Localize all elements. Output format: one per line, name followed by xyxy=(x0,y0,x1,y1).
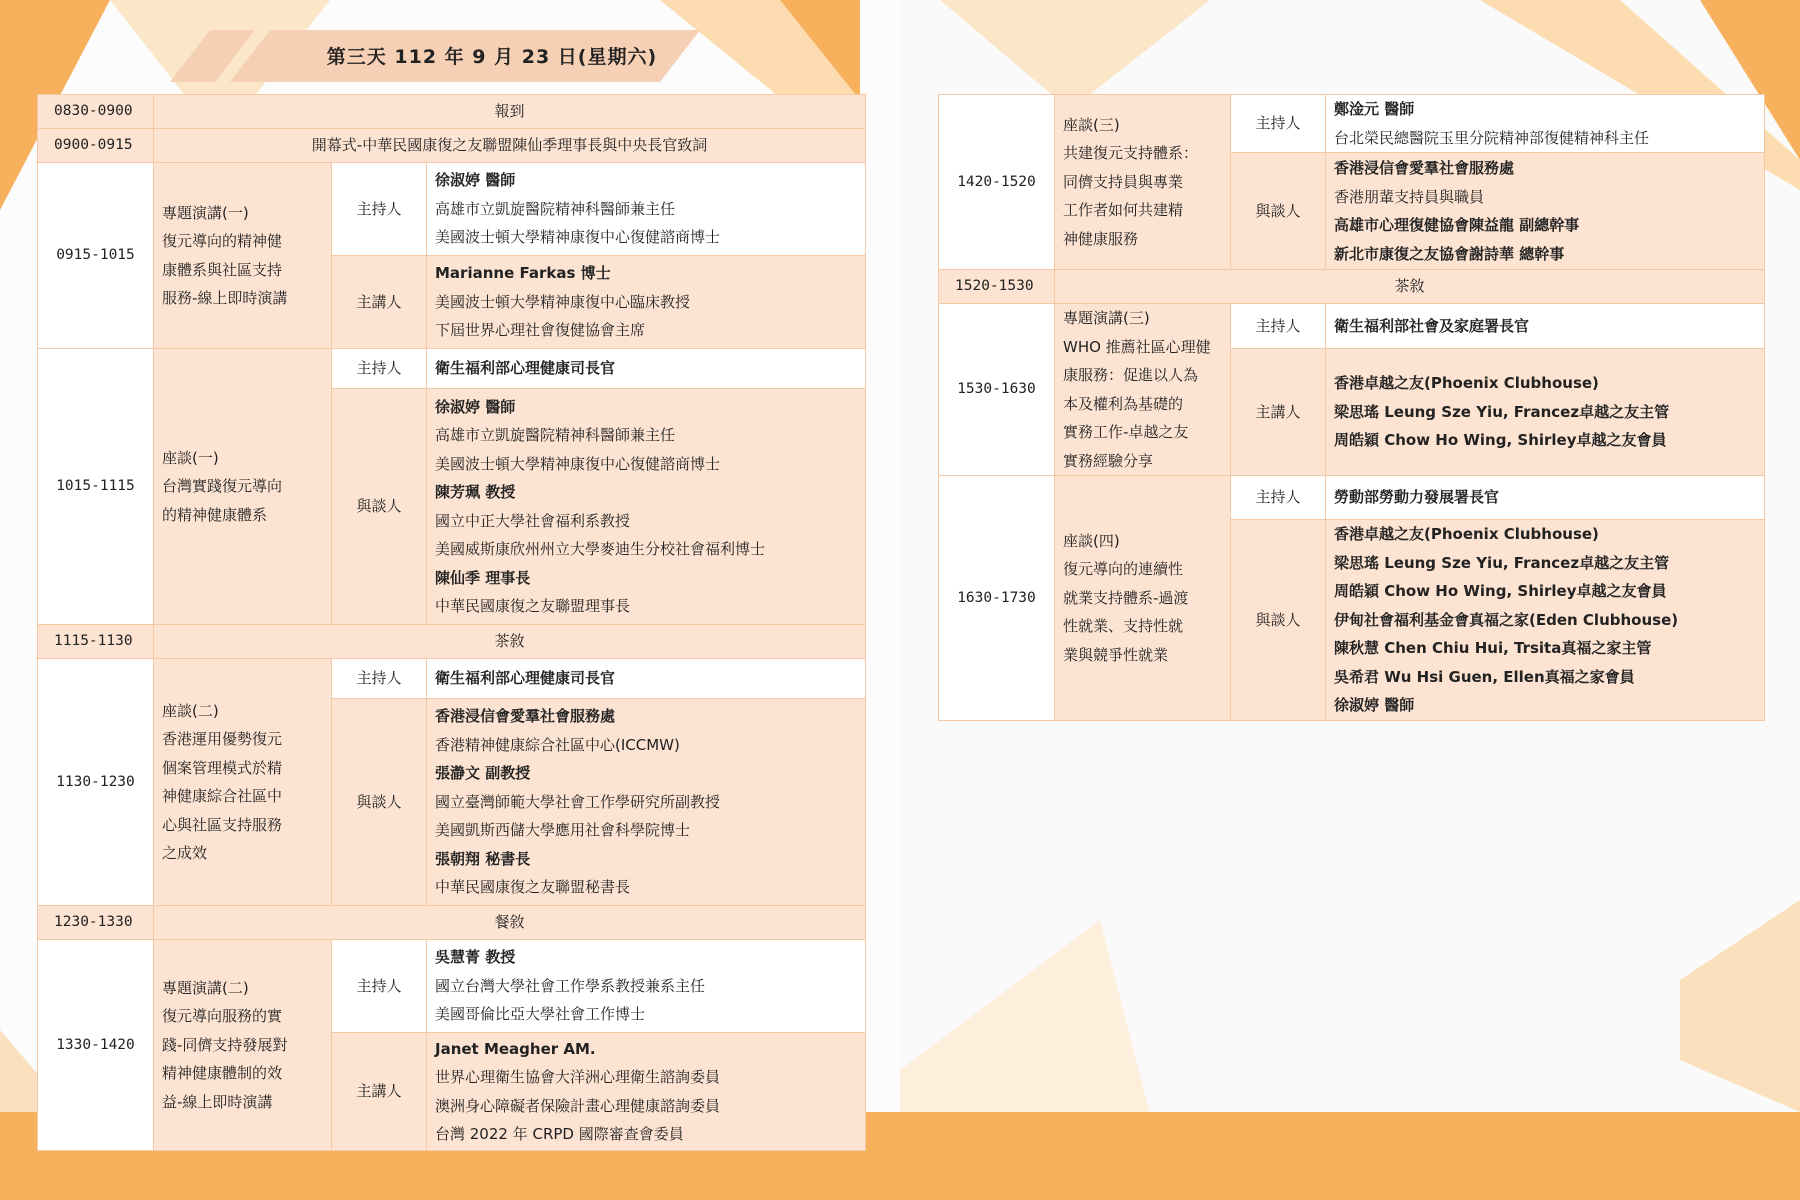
topic-cell xyxy=(1055,304,1231,476)
time-cell: 1230-1330 xyxy=(38,906,154,940)
time-cell: 1015-1115 xyxy=(38,349,154,625)
time-cell: 1330-1420 xyxy=(38,940,154,1151)
time-cell: 1530-1630 xyxy=(939,304,1055,476)
person-line: 鄭淦元 醫師 xyxy=(1334,100,1415,118)
schedule-row xyxy=(939,270,1765,304)
topic-line: 復元導向服務的實 xyxy=(162,1007,283,1026)
role-cell: 主講人 xyxy=(332,1033,427,1151)
topic-line: 香港運用優勢復元 xyxy=(162,730,283,748)
topic-cell xyxy=(1055,476,1231,721)
topic-line: 個案管理模式於精 xyxy=(162,758,283,777)
people-cell xyxy=(427,699,866,906)
topic-line: 座談(二) xyxy=(162,701,219,720)
person-line: 香港浸信會愛羣社會服務處 xyxy=(1334,159,1515,177)
person-line: 國立台灣大學社會工作學系教授兼系主任 xyxy=(435,976,706,995)
topic-line: 之成效 xyxy=(162,844,208,862)
topic-line: 工作者如何共建精 xyxy=(1063,201,1184,220)
role-cell: 主講人 xyxy=(332,256,427,349)
session-label: 茶敘 xyxy=(1055,270,1765,304)
person-line: 美國哥倫比亞大學社會工作博士 xyxy=(435,1005,646,1024)
session-label: 開幕式-中華民國康復之友聯盟陳仙季理事長與中央長官致詞 xyxy=(154,129,866,163)
topic-line: 康服務：促進以人為 xyxy=(1063,366,1199,384)
topic-line: 專題演講(一) xyxy=(162,203,249,222)
schedule-row xyxy=(38,95,866,129)
schedule-row xyxy=(939,304,1765,349)
person-line: 高雄市立凱旋醫院精神科醫師兼主任 xyxy=(435,199,676,218)
person-line: 美國波士頓大學精神康復中心臨床教授 xyxy=(435,292,691,311)
people-cell xyxy=(427,1033,866,1151)
person-line: 周皓穎 Chow Ho Wing, Shirley卓越之友會員 xyxy=(1334,582,1667,600)
topic-line: 心與社區支持服務 xyxy=(162,815,283,834)
schedule-row xyxy=(38,940,866,1033)
person-line: 高雄市立凱旋醫院精神科醫師兼主任 xyxy=(435,426,676,444)
role-cell: 主持人 xyxy=(1231,476,1326,520)
topic-line: 座談(四) xyxy=(1063,531,1120,550)
people-cell xyxy=(1326,95,1765,153)
schedule-row xyxy=(38,659,866,699)
people-cell xyxy=(427,163,866,256)
topic-cell xyxy=(154,940,332,1151)
role-cell: 主持人 xyxy=(1231,304,1326,349)
topic-line: 神健康服務 xyxy=(1063,229,1139,248)
person-line: 澳洲身心障礙者保險計畫心理健康諮詢委員 xyxy=(435,1096,721,1115)
person-line: 香港卓越之友(Phoenix Clubhouse) xyxy=(1334,374,1599,392)
person-line: Janet Meagher AM. xyxy=(435,1039,596,1058)
role-cell: 主持人 xyxy=(1231,95,1326,153)
role-cell: 與談人 xyxy=(1231,153,1326,270)
person-line: 徐淑婷 醫師 xyxy=(435,171,516,190)
person-line: 梁思瑤 Leung Sze Yiu, Francez卓越之友主管 xyxy=(1334,553,1670,572)
schedule-row xyxy=(939,95,1765,153)
topic-line: 台灣實踐復元導向 xyxy=(162,477,283,496)
person-line: 下屆世界心理社會復健協會主席 xyxy=(435,321,646,340)
person-line: 張瀞文 副教授 xyxy=(435,764,531,783)
person-line: 周皓穎 Chow Ho Wing, Shirley卓越之友會員 xyxy=(1334,431,1667,449)
session-label: 茶敘 xyxy=(154,625,866,659)
schedule-row xyxy=(38,163,866,256)
schedule-table-left xyxy=(37,94,866,1151)
time-cell: 1630-1730 xyxy=(939,476,1055,721)
day-title-banner xyxy=(282,28,702,82)
topic-cell xyxy=(154,659,332,906)
topic-line: 就業支持體系-過渡 xyxy=(1063,588,1189,607)
person-line: 世界心理衛生協會大洋洲心理衛生諮詢委員 xyxy=(435,1068,721,1086)
person-line: 勞動部勞動力發展署長官 xyxy=(1334,488,1500,507)
time-cell: 1130-1230 xyxy=(38,659,154,906)
time-cell: 0830-0900 xyxy=(38,95,154,129)
role-cell: 主持人 xyxy=(332,940,427,1033)
person-line: 吳希君 Wu Hsi Guen, Ellen真福之家會員 xyxy=(1334,667,1635,686)
people-cell xyxy=(1326,476,1765,520)
schedule-row xyxy=(38,906,866,940)
topic-line: 座談(三) xyxy=(1063,115,1120,134)
role-cell: 主持人 xyxy=(332,349,427,389)
person-line: 梁思瑤 Leung Sze Yiu, Francez卓越之友主管 xyxy=(1334,402,1670,421)
session-label: 餐敘 xyxy=(154,906,866,940)
topic-line: 復元導向的連續性 xyxy=(1063,560,1184,578)
topic-line: 服務-線上即時演講 xyxy=(162,289,288,307)
role-cell: 與談人 xyxy=(332,389,427,625)
person-line: 張朝翔 秘書長 xyxy=(435,849,531,868)
topic-line: 共建復元支持體系： xyxy=(1063,144,1199,163)
person-line: 吳慧菁 教授 xyxy=(435,948,516,967)
topic-line: 益-線上即時演講 xyxy=(162,1092,273,1111)
person-line: 衛生福利部心理健康司長官 xyxy=(435,669,616,688)
people-cell xyxy=(1326,153,1765,270)
topic-line: 本及權利為基礎的 xyxy=(1063,394,1184,413)
person-line: 國立中正大學社會福利系教授 xyxy=(435,511,631,530)
person-line: 衛生福利部心理健康司長官 xyxy=(435,359,616,378)
role-cell: 與談人 xyxy=(332,699,427,906)
person-line: 國立臺灣師範大學社會工作學研究所副教授 xyxy=(435,792,721,811)
schedule-row xyxy=(939,476,1765,520)
schedule-row xyxy=(38,129,866,163)
person-line: 美國波士頓大學精神康復中心復健諮商博士 xyxy=(435,454,721,473)
role-cell: 主持人 xyxy=(332,163,427,256)
people-cell xyxy=(427,389,866,625)
role-cell: 主講人 xyxy=(1231,348,1326,475)
time-cell: 0900-0915 xyxy=(38,129,154,163)
person-line: 台北榮民總醫院玉里分院精神部復健精神科主任 xyxy=(1334,128,1650,147)
person-line: 徐淑婷 醫師 xyxy=(435,397,516,416)
person-line: 陳仙季 理事長 xyxy=(435,568,531,587)
topic-line: 性就業、支持性就 xyxy=(1063,617,1184,635)
person-line: 香港浸信會愛羣社會服務處 xyxy=(435,707,616,726)
people-cell xyxy=(1326,348,1765,475)
role-cell: 主持人 xyxy=(332,659,427,699)
topic-line: 的精神健康體系 xyxy=(162,505,268,524)
topic-cell xyxy=(1055,95,1231,270)
time-cell: 1520-1530 xyxy=(939,270,1055,304)
people-cell xyxy=(427,659,866,699)
person-line: 新北市康復之友協會謝詩華 總幹事 xyxy=(1334,244,1565,263)
people-cell xyxy=(427,256,866,349)
topic-line: 復元導向的精神健 xyxy=(162,232,283,250)
time-cell: 1115-1130 xyxy=(38,625,154,659)
person-line: 高雄市心理復健協會陳益龍 副總幹事 xyxy=(1334,216,1580,234)
person-line: 香港卓越之友(Phoenix Clubhouse) xyxy=(1334,525,1599,543)
topic-line: 業與競爭性就業 xyxy=(1063,645,1169,664)
person-line: 陳芳珮 教授 xyxy=(435,483,516,501)
day-title: 第三天 112 年 9 月 23 日(星期六) xyxy=(326,45,658,68)
people-cell xyxy=(427,349,866,389)
role-cell: 與談人 xyxy=(1231,520,1326,721)
schedule-table-right xyxy=(938,94,1765,721)
people-cell xyxy=(1326,304,1765,349)
time-cell: 1420-1520 xyxy=(939,95,1055,270)
topic-line: 座談(一) xyxy=(162,448,219,467)
person-line: 美國波士頓大學精神康復中心復健諮商博士 xyxy=(435,228,721,247)
person-line: 香港朋輩支持員與職員 xyxy=(1334,187,1485,206)
people-cell xyxy=(1326,520,1765,721)
topic-line: 踐-同儕支持發展對 xyxy=(162,1035,288,1054)
people-cell xyxy=(427,940,866,1033)
topic-line: 神健康綜合社區中 xyxy=(162,787,283,805)
topic-line: 實務經驗分享 xyxy=(1063,451,1154,470)
topic-line: 專題演講(三) xyxy=(1063,309,1150,327)
schedule-row xyxy=(38,625,866,659)
person-line: 伊甸社會福利基金會真福之家(Eden Clubhouse) xyxy=(1334,610,1679,629)
person-line: 中華民國康復之友聯盟理事長 xyxy=(435,597,631,615)
person-line: 香港精神健康綜合社區中心(ICCMW) xyxy=(435,735,680,754)
topic-cell xyxy=(154,349,332,625)
topic-line: 專題演講(二) xyxy=(162,978,249,997)
time-cell: 0915-1015 xyxy=(38,163,154,349)
person-line: 美國凱斯西儲大學應用社會科學院博士 xyxy=(435,821,691,840)
person-line: 陳秋慧 Chen Chiu Hui, Trsita真福之家主管 xyxy=(1334,639,1652,657)
person-line: 徐淑婷 醫師 xyxy=(1334,696,1415,714)
person-line: 中華民國康復之友聯盟秘書長 xyxy=(435,878,631,897)
topic-line: 同儕支持員與專業 xyxy=(1063,172,1184,191)
topic-cell xyxy=(154,163,332,349)
topic-line: 康體系與社區支持 xyxy=(162,260,283,279)
person-line: 美國威斯康欣州州立大學麥迪生分校社會福利博士 xyxy=(435,540,766,558)
schedule-row xyxy=(38,349,866,389)
person-line: Marianne Farkas 博士 xyxy=(435,264,611,283)
topic-line: WHO 推薦社區心理健 xyxy=(1063,337,1211,356)
person-line: 衛生福利部社會及家庭署長官 xyxy=(1334,316,1530,335)
topic-line: 精神健康體制的效 xyxy=(162,1064,283,1083)
person-line: 台灣 2022 年 CRPD 國際審查會委員 xyxy=(435,1125,684,1143)
topic-line: 實務工作-卓越之友 xyxy=(1063,423,1189,441)
session-label: 報到 xyxy=(154,95,866,129)
